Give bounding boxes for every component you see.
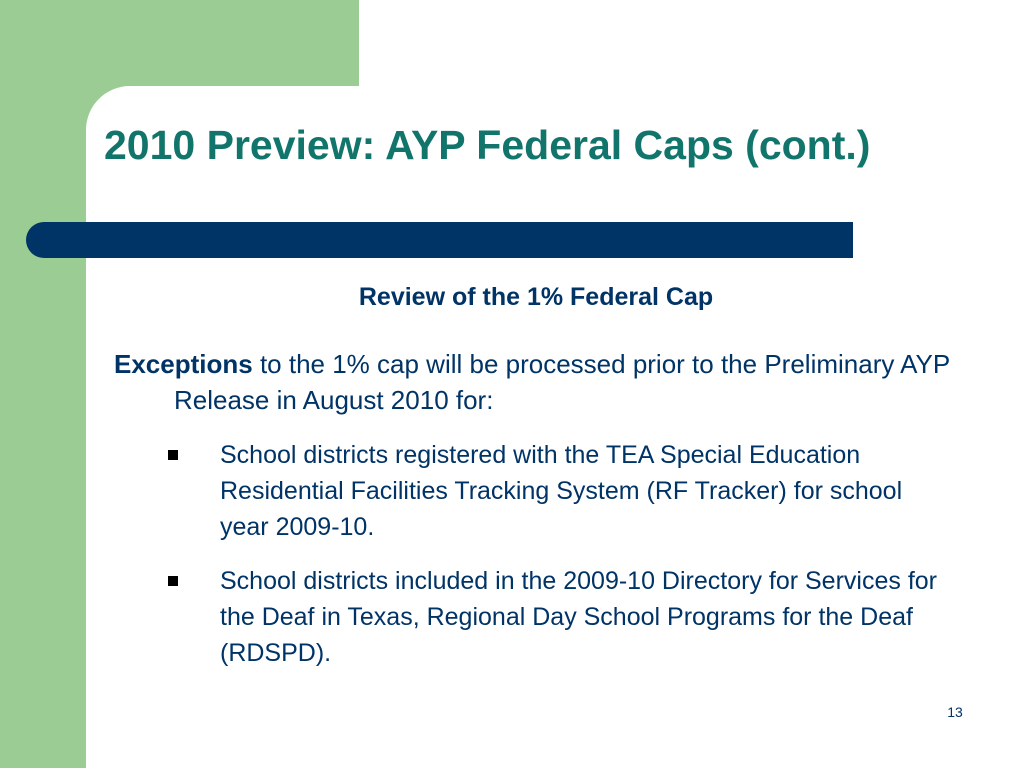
- title-underline-bar: [26, 222, 853, 258]
- slide-title: 2010 Preview: AYP Federal Caps (cont.): [104, 122, 871, 168]
- page-number: 13: [947, 704, 963, 720]
- bullet-item: [168, 563, 948, 671]
- square-bullet-icon: [168, 576, 178, 586]
- intro-text: to the 1% cap will be processed prior to the Preliminary AYP Release in August 2010 for:: [174, 349, 950, 415]
- exceptions-bold-lead: Exceptions: [114, 349, 253, 379]
- square-bullet-icon: [168, 450, 178, 460]
- slide-subtitle: Review of the 1% Federal Cap: [358, 283, 714, 311]
- bullet-text: School districts included in the 2009-10 Directory for Services for the Deaf in Texas, Regional Day School Programs for the Deaf (RDSPD).: [220, 567, 937, 667]
- bullet-text: School districts registered with the TEA Special Education Residential Facilities Tracking System (RF Tracker) for school year 2009-10.: [220, 441, 903, 541]
- intro-paragraph: [114, 346, 994, 418]
- bullet-item: [168, 437, 948, 545]
